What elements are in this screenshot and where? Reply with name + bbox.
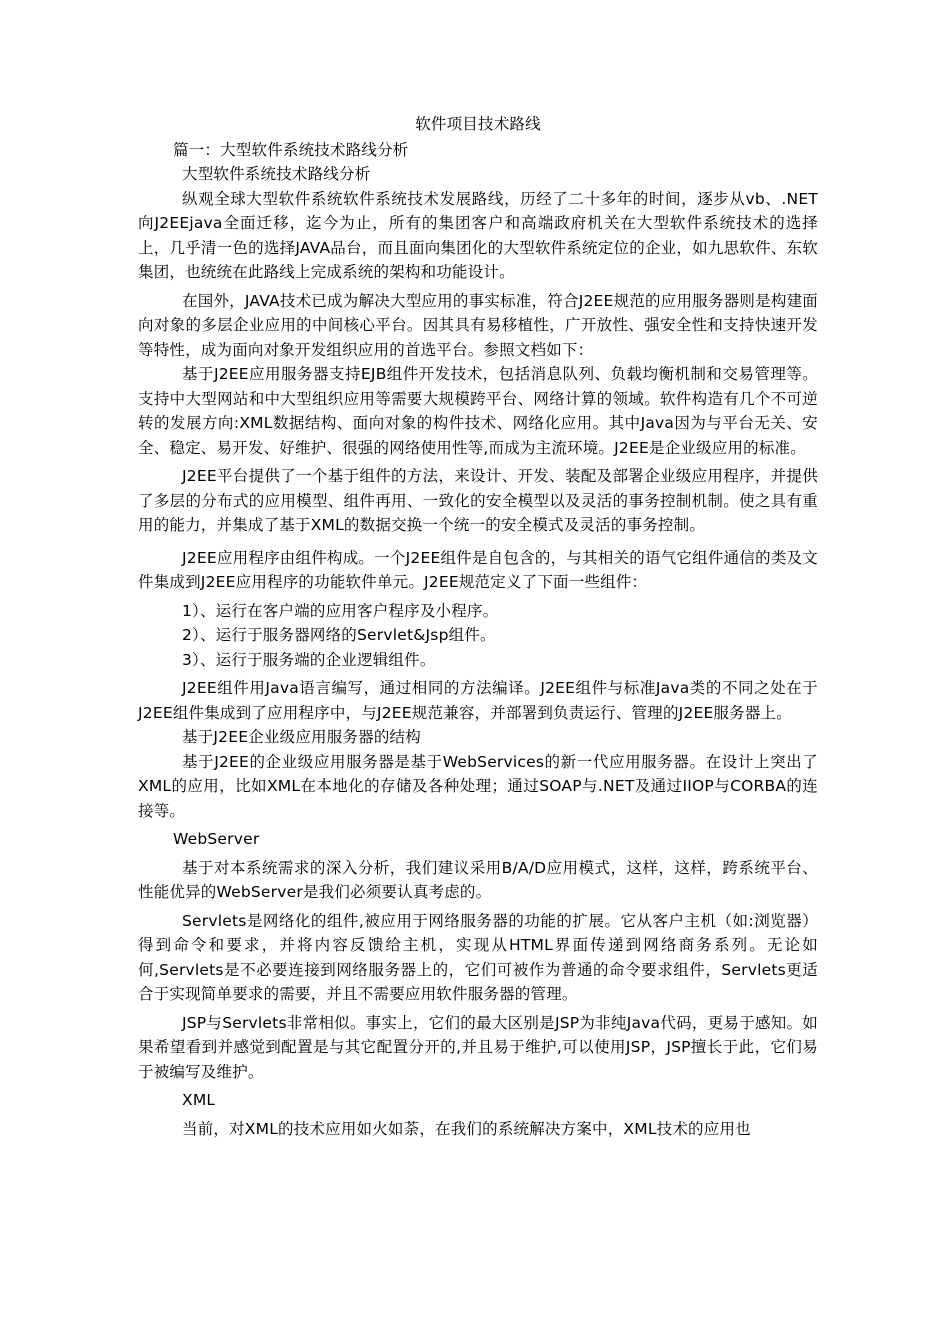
document-body: [138, 112, 818, 1141]
paragraph: 基于J2EE的企业级应用服务器是基于WebServices的新一代应用服务器。在设计上突出了XML的应用，比如XML在本地化的存储及各种处理；通过SOAP与.NET及通过IIOP与CORBA的连接等。: [138, 752, 818, 820]
section-heading: 篇一：大型软件系统技术路线分析: [173, 140, 409, 159]
subsection-heading: 大型软件系统技术路线分析: [182, 165, 371, 183]
paragraph: 基于对本系统需求的深入分析，我们建议采用B/A/D应用模式，这样，这样，跨系统平台、性能优异的WebServer是我们必须要认真考虑的。: [138, 858, 818, 901]
paragraph: 基于J2EE应用服务器支持EJB组件开发技术，包括消息队列、负载均衡机制和交易管理等。支持中大型网站和中大型组织应用等需要大规模跨平台、网络计算的领域。软件构造有几个不可逆转的发展方向:XML数据结构、面向对象的构件技术、网络化应用。其中Java因为与平台无关、安全、稳定、易开发、好维护、很强的网络使用性等,而成为主流环境。J2EE是企业级应用的标准。: [138, 365, 818, 457]
list-item: 3）、运行于服务端的企业逻辑组件。: [182, 650, 436, 669]
list-item: 2）、运行于服务器网络的Servlet&Jsp组件。: [182, 626, 496, 644]
paragraph: 在国外，JAVA技术已成为解决大型应用的事实标准，符合J2EE规范的应用服务器则是构建面向对象的多层企业应用的中间核心平台。因其具有易移植性，广开放性、强安全性和支持快速开发等特性，成为面向对象开发组织应用的首选平台。参照文档如下：: [138, 291, 818, 359]
paragraph: J2EE组件用Java语言编写，通过相同的方法编译。J2EE组件与标准Java类的不同之处在于J2EE组件集成到了应用程序中，与J2EE规范兼容，并部署到负责运行、管理的J2EE服务器上。: [138, 679, 818, 722]
document-title: 软件项目技术路线: [415, 115, 541, 133]
paragraph: JSP与Servlets非常相似。事实上，它们的最大区别是JSP为非纯Java代码，更易于感知。如果希望看到并感觉到配置是与其它配置分开的,并且易于维护,可以使用JSP，JSP擅长于此，它们易于被编写及维护。: [138, 1013, 818, 1081]
subsection-heading: 基于J2EE企业级应用服务器的结构: [182, 728, 421, 746]
paragraph: 纵观全球大型软件系统软件系统技术发展路线，历经了二十多年的时间，逐步从vb、.NET向J2EEjava全面迁移，迄今为止，所有的集团客户和高端政府机关在大型软件系统技术的选择上，几乎清一色的选择JAVA品台，而且面向集团化的大型软件系统定位的企业，如九思软件、东软集团，也统统在此路线上完成系统的架构和功能设计。: [138, 189, 818, 281]
subsection-heading: XML: [182, 1091, 216, 1109]
paragraph: J2EE应用程序由组件构成。一个J2EE组件是自包含的，与其相关的语气它组件通信的类及文件集成到J2EE应用程序的功能软件单元。J2EE规范定义了下面一些组件：: [138, 548, 818, 591]
list-item: 1）、运行在客户端的应用客户程序及小程序。: [182, 601, 499, 620]
paragraph: 当前，对XML的技术应用如火如荼，在我们的系统解决方案中，XML技术的应用也: [182, 1119, 751, 1138]
paragraph: J2EE平台提供了一个基于组件的方法，来设计、开发、装配及部署企业级应用程序，并提供了多层的分布式的应用模型、组件再用、一致化的安全模型以及灵活的事务控制机制。使之具有重用的能力，并集成了基于XML的数据交换一个统一的安全模式及灵活的事务控制。: [138, 467, 818, 534]
subsection-heading: WebServer: [173, 830, 260, 848]
paragraph: Servlets是网络化的组件,被应用于网络服务器的功能的扩展。它从客户主机（如:浏览器）得到命令和要求，并将内容反馈给主机，实现从HTML界面传递到网络商务系列。无论如何,Servlets是不必要连接到网络服务器上的，它们可被作为普通的命令要求组件，Servlets更适合于实现简单要求的需要，并且不需要应用软件服务器的管理。: [138, 911, 818, 1003]
